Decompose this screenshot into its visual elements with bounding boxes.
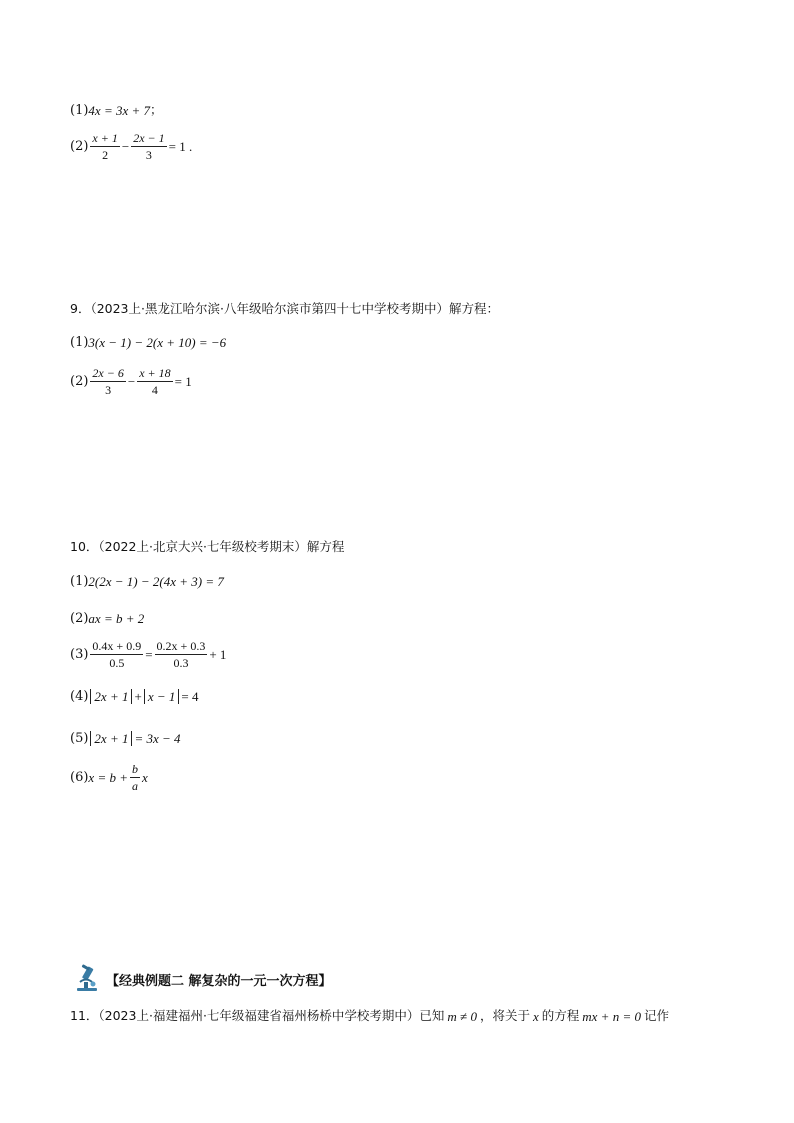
part-label: (3)	[70, 647, 89, 662]
denominator: 2	[102, 148, 109, 162]
problem9-part1	[70, 336, 226, 349]
numerator: 2x − 1	[133, 131, 165, 145]
numerator: 0.4x + 0.9	[92, 639, 142, 653]
operator: −	[127, 374, 136, 389]
equation: 3(x − 1) − 2(x + 10) = −6	[88, 335, 227, 350]
absolute-value: x − 1	[144, 689, 180, 704]
denominator: a	[132, 779, 138, 793]
part-label: (2)	[70, 374, 89, 389]
tail-term: + 1	[209, 647, 227, 662]
problem-source: 11．（2023上·福建福州·七年级福建省福州杨桥中学校考期中）已知	[70, 1008, 445, 1024]
part-label: (1)	[70, 574, 89, 589]
operator: −	[121, 139, 130, 154]
right-hand-side: = 4	[181, 689, 199, 704]
section-heading	[72, 964, 332, 994]
part-label: (2)	[70, 611, 89, 626]
part-label: (2)	[70, 139, 89, 154]
problem9-part2	[70, 367, 192, 396]
problem9-title: 9．（2023上·黑龙江哈尔滨·八年级哈尔滨市第四十七中学校考期中）解方程：	[70, 301, 499, 316]
fraction	[131, 132, 166, 161]
problem10-part3	[70, 640, 226, 669]
part-label: (1)	[70, 103, 89, 118]
problem8-part2	[70, 132, 192, 161]
problem10-part5	[70, 731, 181, 746]
condition: m ≠ 0	[447, 1009, 477, 1024]
text: ，将关于	[479, 1008, 530, 1024]
part-label: (1)	[70, 335, 89, 350]
absolute-value: 2x + 1	[90, 689, 132, 704]
right-hand-side: = 1	[174, 374, 192, 389]
fraction	[90, 132, 119, 161]
tail-term: x	[142, 770, 148, 785]
denominator: 3	[145, 148, 152, 162]
problem8-part1	[70, 104, 163, 117]
denominator: 0.3	[173, 656, 189, 670]
operator: =	[145, 647, 153, 662]
denominator: 3	[105, 383, 112, 397]
right-hand-side: = 1 .	[168, 139, 193, 154]
microscope-icon	[72, 964, 102, 994]
part-label: (5)	[70, 731, 89, 746]
numerator: x + 18	[139, 366, 171, 380]
denominator: 4	[151, 383, 158, 397]
right-hand-side: = 3x − 4	[134, 731, 181, 746]
numerator: 2x − 6	[92, 366, 124, 380]
problem10-part6	[70, 763, 148, 792]
fraction	[155, 640, 208, 669]
numerator: 0.2x + 0.3	[156, 639, 206, 653]
equation: ax = b + 2	[88, 611, 145, 626]
text: 记作	[643, 1008, 669, 1024]
equation: 4x = 3x + 7	[88, 103, 151, 118]
fraction	[90, 640, 143, 669]
part-label: (4)	[70, 689, 89, 704]
section-title: 【经典例题二 解复杂的一元一次方程】	[106, 973, 332, 989]
punctuation: ；	[150, 102, 163, 118]
numerator: b	[132, 762, 138, 776]
part-label: (6)	[70, 770, 89, 785]
fraction	[130, 763, 140, 792]
numerator: x + 1	[92, 131, 118, 145]
absolute-value: 2x + 1	[90, 731, 132, 746]
problem10-title: 10．（2022上·北京大兴·七年级校考期末）解方程	[70, 539, 345, 554]
fraction	[137, 367, 172, 396]
problem10-part2	[70, 612, 144, 625]
problem10-part1	[70, 575, 224, 588]
text: 的方程	[541, 1008, 580, 1024]
problem10-part4	[70, 689, 198, 704]
operator: +	[134, 689, 142, 704]
equation: mx + n = 0	[582, 1009, 641, 1024]
fraction	[90, 367, 125, 396]
problem11-title	[70, 1010, 669, 1023]
denominator: 0.5	[109, 656, 125, 670]
variable: x	[532, 1009, 539, 1024]
equation: 2(2x − 1) − 2(4x + 3) = 7	[88, 574, 224, 589]
equation-lhs: x = b +	[88, 770, 128, 785]
